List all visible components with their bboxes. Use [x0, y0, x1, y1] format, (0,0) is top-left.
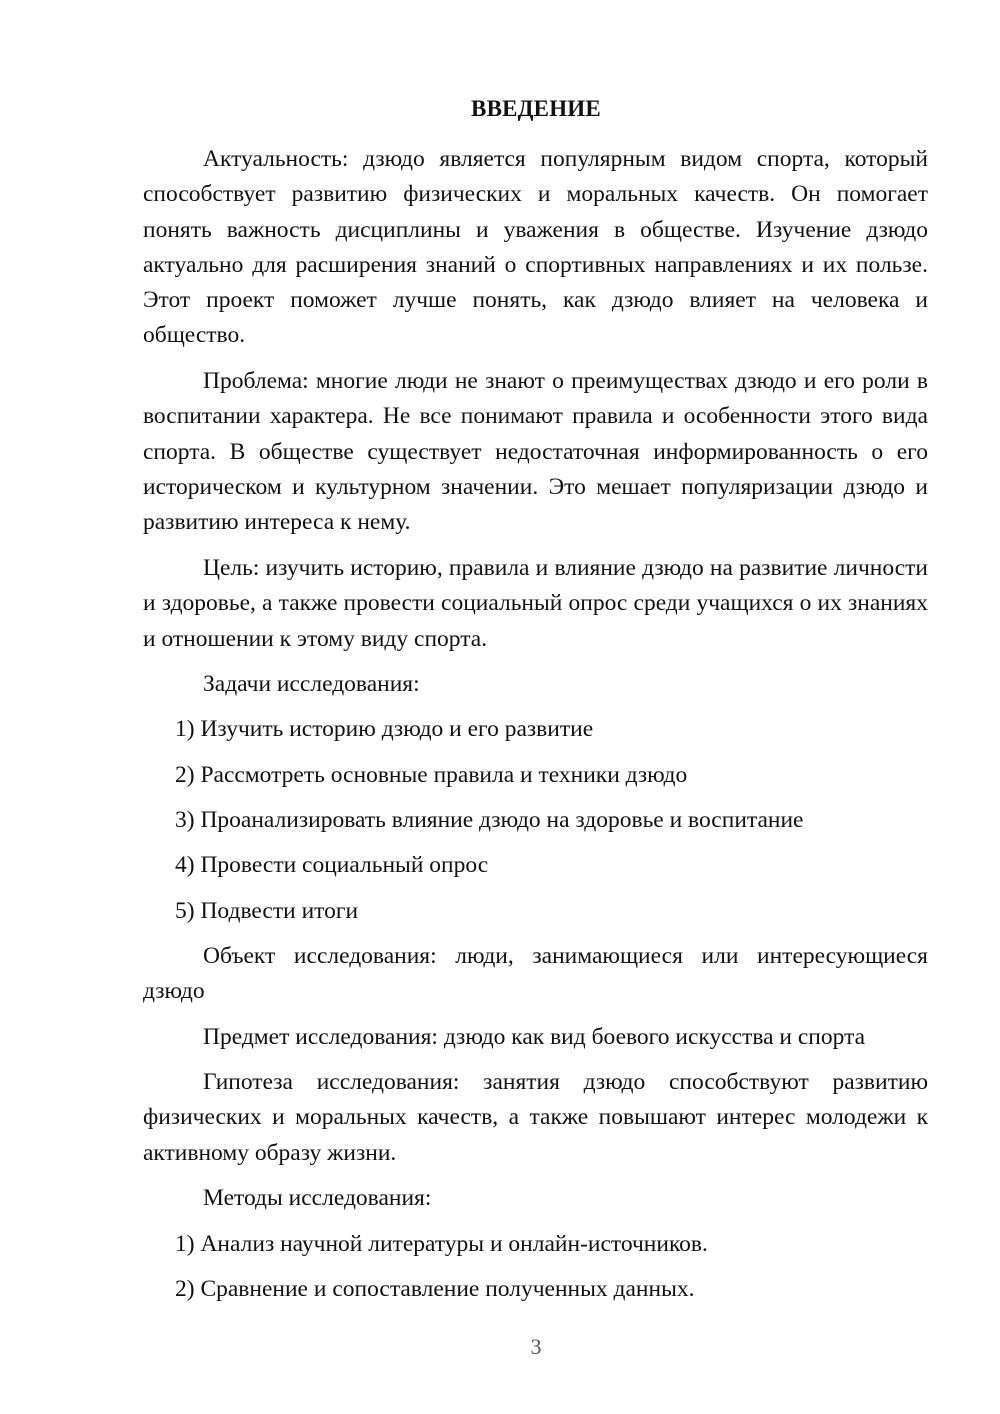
task-item-1: 1) Изучить историю дзюдо и его развитие — [175, 716, 594, 742]
tasks-label: Задачи исследования: — [203, 671, 420, 697]
page-number: 3 — [530, 1334, 542, 1359]
paragraph-subject: Предмет исследования: дзюдо как вид боевого искусства и спорта — [203, 1024, 866, 1050]
paragraph-hypothesis: Гипотеза исследования: занятия дзюдо способствуют развитию физических и моральных качеств, а также повышают интерес молодежи к активному образу жизни. — [143, 1069, 928, 1166]
task-item-2: 2) Рассмотреть основные правила и техники дзюдо — [175, 762, 688, 788]
task-item-3: 3) Проанализировать влияние дзюдо на здоровье и воспитание — [175, 807, 804, 833]
method-item-1: 1) Анализ научной литературы и онлайн-источников. — [175, 1231, 708, 1257]
task-item-5: 5) Подвести итоги — [175, 898, 359, 924]
section-heading: ВВЕДЕНИЕ — [471, 96, 601, 121]
paragraph-relevance: Актуальность: дзюдо является популярным видом спорта, который способствует развитию физических и моральных качеств. Он помогает понять важность дисциплины и уважения в обществе. Изучение дзюдо актуально для расширения знаний о спортивных направлениях и их пользе. Этот проект поможет лучше понять, как дзюдо влияет на человека и общество. — [143, 146, 928, 349]
task-item-4: 4) Провести социальный опрос — [175, 852, 489, 878]
method-item-2: 2) Сравнение и сопоставление полученных данных. — [175, 1276, 695, 1302]
paragraph-goal: Цель: изучить историю, правила и влияние дзюдо на развитие личности и здоровье, а также провести социальный опрос среди учащихся о их знаниях и отношении к этому виду спорта. — [143, 555, 928, 652]
paragraph-problem: Проблема: многие люди не знают о преимуществах дзюдо и его роли в воспитании характера. Не все понимают правила и особенности этого вида спорта. В обществе существует недостаточная информированность о его историческом и культурном значении. Это мешает популяризации дзюдо и развитию интереса к нему. — [143, 368, 928, 536]
methods-label: Методы исследования: — [203, 1185, 432, 1211]
paragraph-object: Объект исследования: люди, занимающиеся или интересующиеся дзюдо — [143, 943, 928, 1005]
